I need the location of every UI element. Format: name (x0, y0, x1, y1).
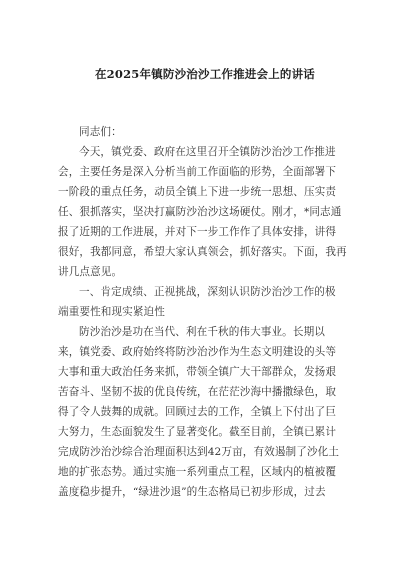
body-line: 很好，我都同意，希望大家认真领会，抓好落实。下面，我再 (58, 246, 347, 258)
body-line: 完成防沙治沙综合治理面积达到42万亩，有效遏制了沙化土 (58, 446, 340, 458)
body-line: 今天，镇党委、政府在这里召开全镇防沙治沙工作推进 (79, 146, 336, 158)
section-heading-line: 一、肯定成绩、正视挑战，深刻认识防沙治沙工作的极 (79, 286, 336, 298)
body-line: 来，镇党委、政府始终将防沙治沙作为生态文明建设的头等 (58, 346, 337, 358)
salutation-line: 同志们： (79, 126, 122, 138)
body-line: 大努力，生态面貌发生了显著变化。截至目前，全镇已累计 (58, 426, 337, 438)
document-title: 在2025年镇防沙治沙工作推进会上的讲话 (94, 67, 315, 81)
body-line: 防沙治沙是功在当代、利在千秋的伟大事业。长期以 (79, 326, 325, 338)
body-line: 一阶段的重点任务，动员全镇上下进一步统一思想、压实责 (58, 186, 337, 198)
body-line: 苦奋斗、坚韧不拔的优良传统，在茫茫沙海中播撒绿色，取 (58, 386, 337, 398)
body-line: 讲几点意见。 (58, 266, 123, 278)
body-line: 任、狠抓落实，坚决打赢防沙治沙这场硬仗。刚才，*同志通 (58, 206, 342, 218)
document-body (58, 122, 358, 502)
body-line: 大事和重大政治任务来抓，带领全镇广大干部群众，发扬艰 (58, 366, 337, 378)
body-line: 报了近期的工作进展，并对下一步工作作了具体安排，讲得 (58, 226, 337, 238)
body-line: 得了令人鼓舞的成就。回顾过去的工作，全镇上下付出了巨 (58, 406, 337, 418)
body-line: 盖度稳步提升，“绿进沙退”的生态格局已初步形成，过去 (58, 486, 326, 498)
body-line: 地的扩张态势。通过实施一系列重点工程，区域内的植被覆 (58, 466, 337, 478)
body-line: 会，主要任务是深入分析当前工作面临的形势，全面部署下 (58, 166, 337, 178)
section-heading-line: 端重要性和现实紧迫性 (58, 306, 165, 318)
